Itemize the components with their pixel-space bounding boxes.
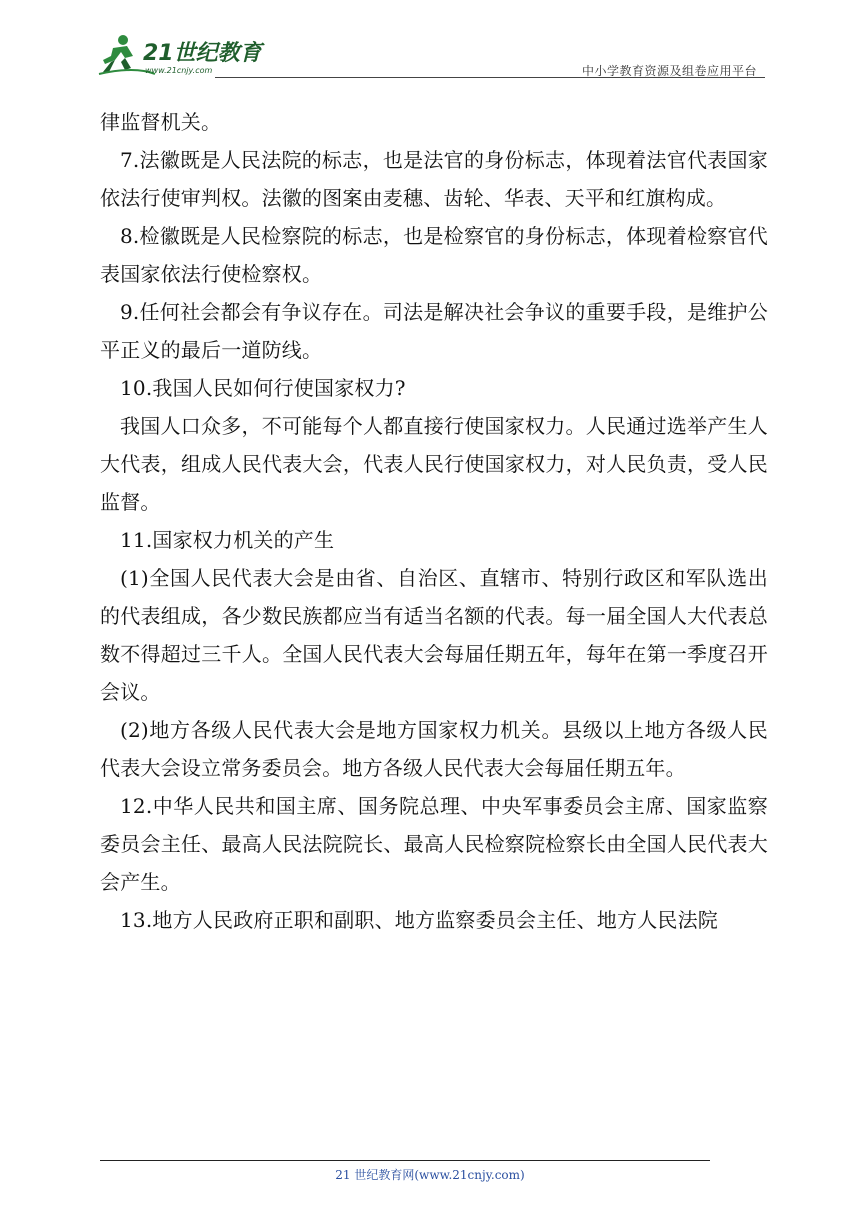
header-tagline: 中小学教育资源及组卷应用平台 <box>581 64 757 78</box>
logo-runner-icon <box>95 30 295 80</box>
footer-link[interactable]: 21 世纪教育网(www.21cnjy.com) <box>335 1168 525 1182</box>
logo-url: www.21cnjy.com <box>145 66 213 75</box>
logo <box>95 30 295 80</box>
paragraph-item-10-question: 10.我国人民如何行使国家权力? <box>120 376 406 400</box>
paragraph-item-11-heading: 11.国家权力机关的产生 <box>120 528 335 552</box>
paragraph-continuation: 律监督机关。 <box>100 110 222 134</box>
paragraph-item-11-1: (1)全国人民代表大会是由省、自治区、直辖市、特别行政区和军队选出的代表组成，各少数民族都应当有适当名额的代表。每一届全国人大代表总数不得超过三千人。全国人民代表大会每届任期五年，每年在第一季度召开会议。 <box>100 566 768 704</box>
paragraph-item-10-answer: 我国人口众多，不可能每个人都直接行使国家权力。人民通过选举产生人大代表，组成人民代表大会，代表人民行使国家权力，对人民负责，受人民监督。 <box>100 414 768 514</box>
paragraph-item-9: 9.任何社会都会有争议存在。司法是解决社会争议的重要手段，是维护公平正义的最后一道防线。 <box>100 300 768 362</box>
paragraph-item-7: 7.法徽既是人民法院的标志，也是法官的身份标志，体现着法官代表国家依法行使审判权。法徽的图案由麦穗、齿轮、华表、天平和红旗构成。 <box>100 148 768 210</box>
paragraph-item-12: 12.中华人民共和国主席、国务院总理、中央军事委员会主席、国家监察委员会主任、最高人民法院院长、最高人民检察院检察长由全国人民代表大会产生。 <box>100 794 768 894</box>
paragraph-item-11-2: (2)地方各级人民代表大会是地方国家权力机关。县级以上地方各级人民代表大会设立常务委员会。地方各级人民代表大会每届任期五年。 <box>100 718 768 780</box>
paragraph-item-8: 8.检徽既是人民检察院的标志，也是检察官的身份标志，体现着检察官代表国家依法行使检察权。 <box>100 224 768 286</box>
document-body <box>100 103 768 939</box>
paragraph-item-13: 13.地方人民政府正职和副职、地方监察委员会主任、地方人民法院 <box>120 908 719 932</box>
footer-divider <box>100 1160 710 1161</box>
page-header <box>95 30 765 80</box>
logo-text: 21世纪教育 <box>143 41 262 66</box>
